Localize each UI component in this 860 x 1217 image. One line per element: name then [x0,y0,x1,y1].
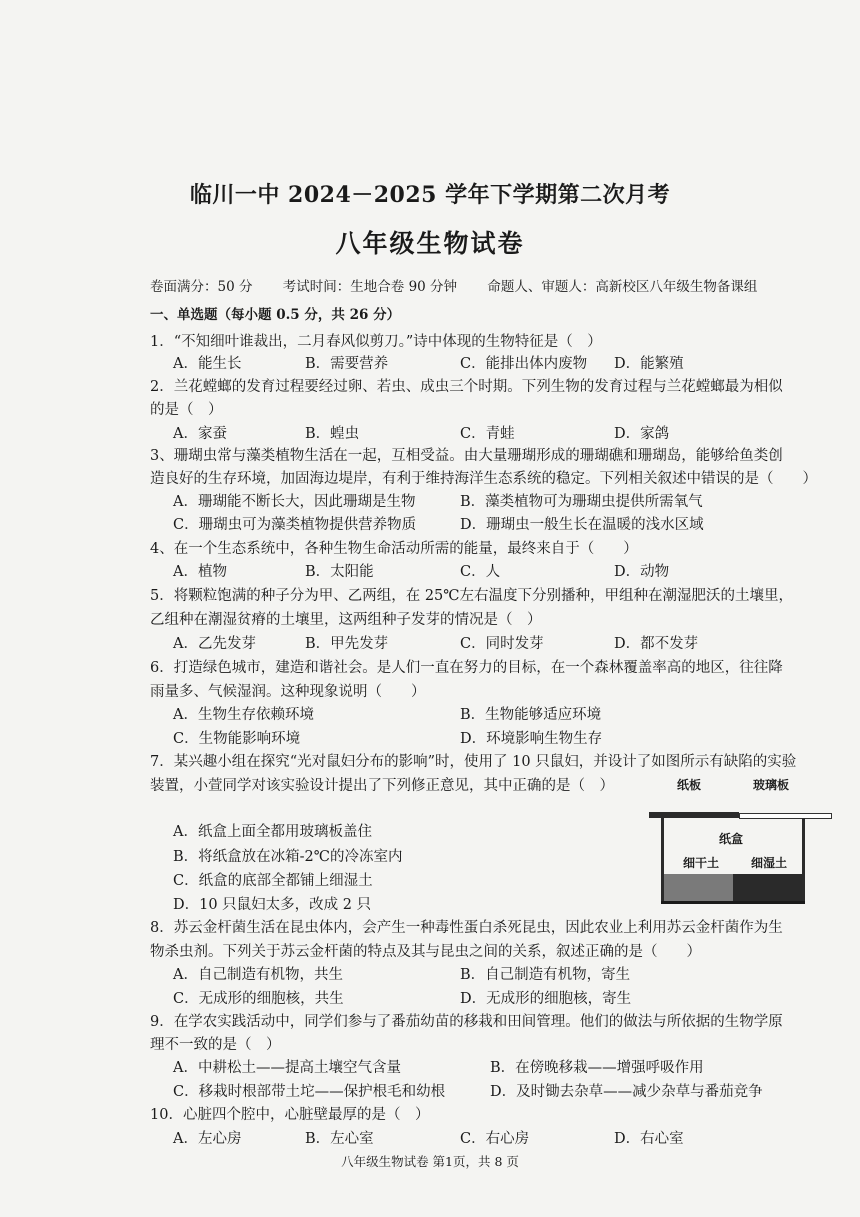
option-b: B．左心室 [305,1131,374,1147]
option-a: A．中耕松土——提高土壤空气含量 [173,1060,401,1076]
question-stem: 3、珊瑚虫常与藻类植物生活在一起，互相受益。由大量珊瑚形成的珊瑚礁和珊瑚岛，能够给鱼类创 [150,448,783,464]
option-c: C．能排出体内废物 [460,356,588,372]
question-stem: 理不一致的是（ ） [150,1037,281,1053]
option-b: B．自己制造有机物，寄生 [460,967,631,983]
option-a: A．左心房 [173,1131,242,1147]
full-score: 卷面满分：50 分 [150,279,253,295]
exam-meta [150,275,840,295]
option-c: C．右心房 [460,1131,530,1147]
label-wet-soil: 细湿土 [751,856,788,870]
label-box: 纸盒 [719,832,744,846]
experiment-figure [645,774,830,904]
option-c: C．人 [460,564,501,580]
option-b: B．太阳能 [305,564,374,580]
dry-soil [664,874,733,902]
option-b: B．需要营养 [305,356,389,372]
option-a: A．生物生存依赖环境 [173,707,314,723]
option-d: D．都不发芽 [614,636,699,652]
question-stem: 2．兰花螳螂的发育过程要经过卵、若虫、成虫三个时期。下列生物的发育过程与兰花螳螂最为相似 [150,379,783,395]
option-a: A．纸盒上面全都用玻璃板盖住 [173,824,372,840]
authors: 命题人、审题人：高新校区八年级生物备课组 [487,279,758,295]
question-stem: 物杀虫剂。下列关于苏云金杆菌的特点及其与昆虫之间的关系，叙述正确的是（ ） [150,944,701,960]
option-d: D．动物 [614,564,670,580]
question-stem: 8．苏云金杆菌生活在昆虫体内，会产生一种毒性蛋白杀死昆虫，因此农业上利用苏云金杆菌作为生 [150,920,783,936]
question-stem: 7．某兴趣小组在探究“光对鼠妇分布的影响”时，使用了 10 只鼠妇，并设计了如图所示有缺陷的实验 [150,754,797,770]
question-stem: 1．“不知细叶谁裁出，二月春风似剪刀。”诗中体现的生物特征是（ ） [150,334,602,350]
glass-board [739,813,832,819]
option-a: A．自己制造有机物，共生 [173,967,343,983]
option-d: D．能繁殖 [614,356,684,372]
question-stem: 的是（ ） [150,402,223,418]
option-c: C．无成形的细胞核，共生 [173,991,344,1007]
option-c: C．移栽时根部带土坨——保护根毛和幼根 [173,1084,446,1100]
option-d: D．10 只鼠妇太多，改成 2 只 [173,897,372,913]
question-stem: 装置，小萱同学对该实验设计提出了下列修正意见，其中正确的是（ ） [150,778,614,794]
option-d: D．及时锄去杂草——减少杂草与番茄竞争 [490,1084,763,1100]
exam-title: 临川一中 2024－2025 学年下学期第二次月考 [189,182,671,208]
box-wall-right [802,818,805,902]
box-bottom [661,901,805,904]
option-b: B．在傍晚移栽——增强呼吸作用 [490,1060,704,1076]
option-c: C．生物能影响环境 [173,731,301,747]
question-stem: 造良好的生存环境，加固海边堤岸，有利于维持海洋生态系统的稳定。下列相关叙述中错误的是（ ） [150,471,817,487]
option-a: A．能生长 [173,356,242,372]
option-d: D．家鸽 [614,426,670,442]
option-c: C．纸盒的底部全都铺上细湿土 [173,873,373,889]
option-c: C．青蛙 [460,426,515,442]
label-dry-soil: 细干土 [683,856,720,870]
question-stem: 9．在学农实践活动中，同学们参与了番茄幼苗的移栽和田间管理。他们的做法与所依据的生物学原 [150,1014,783,1030]
option-b: B．蝗虫 [305,426,360,442]
label-glass-board: 玻璃板 [753,778,790,792]
section-heading: 一、单选题（每小题 0.5 分，共 26 分） [150,307,401,323]
exam-subtitle: 八年级生物试卷 [335,229,525,258]
option-a: A．珊瑚能不断长大，因此珊瑚是生物 [173,494,416,510]
option-b: B．生物能够适应环境 [460,707,602,723]
option-b: B．将纸盒放在冰箱-2℃的冷冻室内 [173,849,403,865]
option-d: D．珊瑚虫一般生长在温暖的浅水区域 [460,517,704,533]
option-c: C．珊瑚虫可为藻类植物提供营养物质 [173,517,417,533]
question-stem: 5．将颗粒饱满的种子分为甲、乙两组，在 25℃左右温度下分别播种，甲组种在潮湿肥沃的土壤里， [150,588,794,604]
option-c: C．同时发芽 [460,636,544,652]
page-footer: 八年级生物试卷 第1页，共 8 页 [341,1154,519,1169]
option-b: B．甲先发芽 [305,636,389,652]
question-stem: 4、在一个生态系统中，各种生物生命活动所需的能量，最终来自于（ ） [150,541,638,557]
option-a: A．植物 [173,564,227,580]
wet-soil [733,874,802,902]
option-d: D．右心室 [614,1131,684,1147]
option-d: D．环境影响生物生存 [460,731,603,747]
option-a: A．乙先发芽 [173,636,256,652]
question-stem: 雨量多、气候湿润。这种现象说明（ ） [150,684,426,700]
option-d: D．无成形的细胞核，寄生 [460,991,632,1007]
question-stem: 6．打造绿色城市，建造和谐社会。是人们一直在努力的目标，在一个森林覆盖率高的地区，往往降 [150,660,783,676]
option-a: A．家蚕 [173,426,227,442]
question-stem: 乙组种在潮湿贫瘠的土壤里，这两组种子发芽的情况是（ ） [150,612,542,628]
label-paper-board: 纸板 [677,778,702,792]
option-b: B．藻类植物可为珊瑚虫提供所需氧气 [460,494,703,510]
exam-time: 考试时间：生地合卷 90 分钟 [282,279,458,295]
question-stem: 10．心脏四个腔中，心脏壁最厚的是（ ） [150,1107,430,1123]
